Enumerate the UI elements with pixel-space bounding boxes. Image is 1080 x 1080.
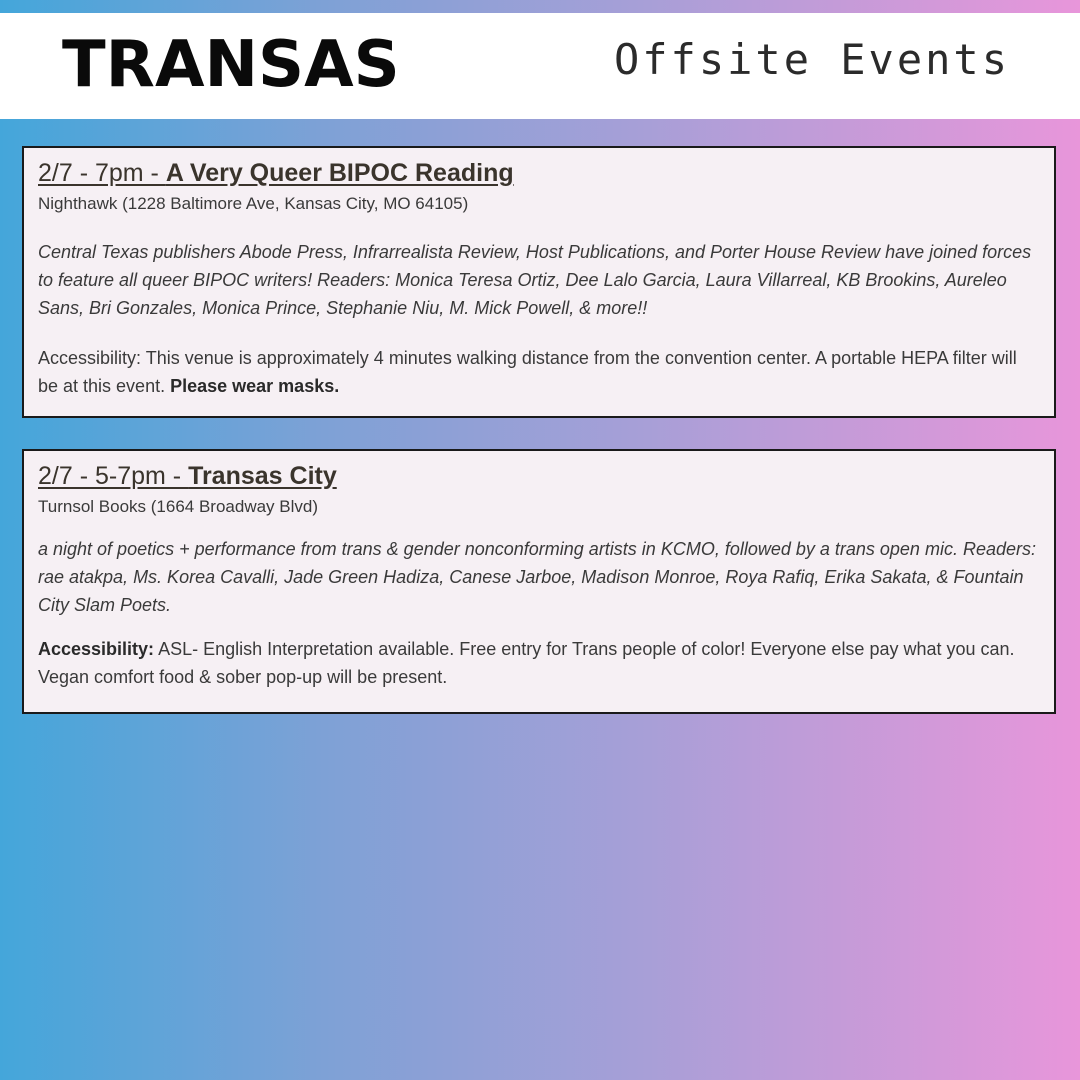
event-accessibility	[38, 344, 1040, 400]
event-venue: Nighthawk (1228 Baltimore Ave, Kansas City, MO 64105)	[38, 194, 469, 213]
event-description: a night of poetics + performance from trans & gender nonconforming artists in KCMO, followed by a trans open mic. Readers: rae atakpa, Ms. Korea Cavalli, Jade Green Hadiza, Canese Jarboe, Madison Monroe, Roya Rafiq, Erika Sakata, & Fountain City Slam Poets.	[38, 539, 1036, 615]
header-bar	[0, 13, 1080, 119]
event-accessibility	[38, 635, 1040, 691]
event-card	[22, 146, 1056, 418]
brand-title: TRANSAS	[62, 28, 400, 102]
event-venue: Turnsol Books (1664 Broadway Blvd)	[38, 497, 319, 516]
accessibility-label: Accessibility:	[38, 639, 155, 659]
accessibility-text: Accessibility: This venue is approximately 4 minutes walking distance from the convention center. A portable HEPA filter will be at this event.	[38, 348, 1017, 396]
event-datetime: 2/7 - 5-7pm -	[38, 462, 189, 490]
event-description: Central Texas publishers Abode Press, Infrarrealista Review, Host Publications, and Porter House Review have joined forces to feature all queer BIPOC writers! Readers: Monica Teresa Ortiz, Dee Lalo Garcia, Laura Villarreal, KB Brookins, Aureleo Sans, Bri Gonzales, Monica Prince, Stephanie Niu, M. Mick Powell, & more!!	[38, 242, 1032, 318]
event-datetime: 2/7 - 7pm -	[38, 159, 166, 187]
event-title[interactable]	[38, 459, 1040, 493]
event-name: A Very Queer BIPOC Reading	[165, 159, 514, 187]
event-name: Transas City	[188, 462, 337, 490]
page-subtitle: Offsite Events	[613, 35, 1010, 84]
event-card	[22, 449, 1056, 714]
event-title[interactable]	[38, 156, 1040, 190]
accessibility-text: ASL- English Interpretation available. Free entry for Trans people of color! Everyone else pay what you can. Vegan comfort food & sober pop-up will be present.	[38, 639, 1015, 687]
accessibility-emphasis: Please wear masks.	[170, 376, 340, 396]
